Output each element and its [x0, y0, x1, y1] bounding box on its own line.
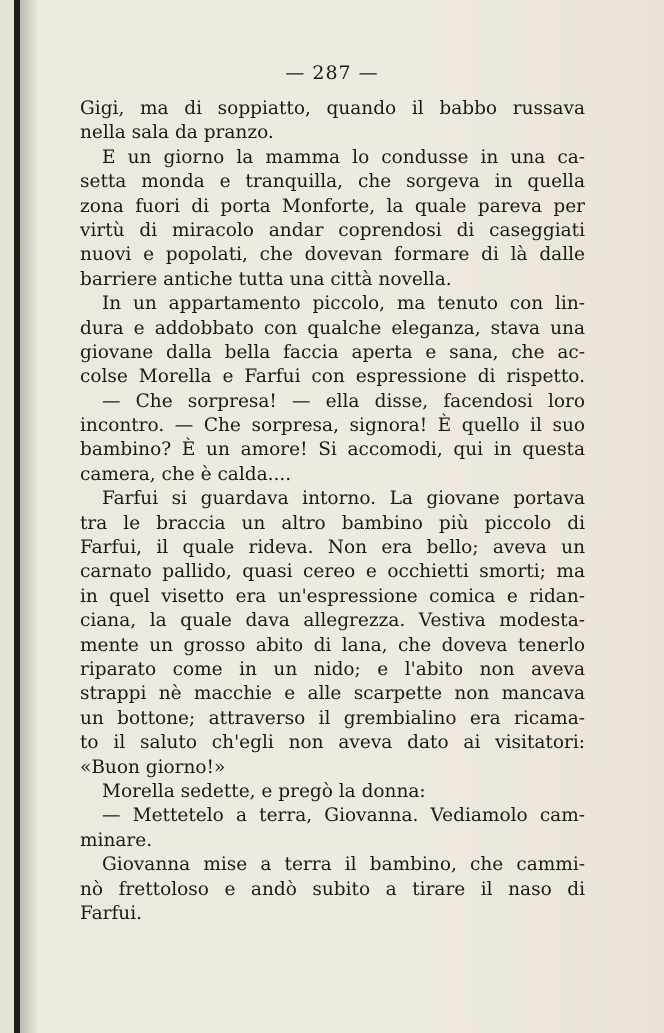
- text-line: ciana, la quale dava allegrezza. Vestiva modesta-: [80, 610, 585, 632]
- text-line: dura e addobbato con qualche eleganza, stava una: [80, 317, 585, 339]
- text-line: in quel visetto era un'espressione comica e ridan-: [80, 585, 585, 607]
- text-line: Farfui.: [80, 902, 143, 924]
- text-line: Morella sedette, e pregò la donna:: [102, 780, 426, 802]
- text-line: barriere antiche tutta una città novella.: [80, 268, 452, 290]
- text-line: Farfui, il quale rideva. Non era bello; aveva un: [80, 537, 585, 559]
- text-line: In un appartamento piccolo, ma tenuto con lin-: [102, 293, 585, 315]
- text-line: tra le braccia un altro bambino più piccolo di: [80, 512, 585, 534]
- text-line: camera, che è calda....: [80, 463, 292, 485]
- text-line: zona fuori di porta Monforte, la quale pareva per: [80, 195, 585, 217]
- text-line: virtù di miracolo andar coprendosi di caseggiati: [80, 219, 585, 241]
- text-line: giovane dalla bella faccia aperta e sana, che ac-: [80, 341, 585, 363]
- text-line: bambino? È un amore! Si accomodi, qui in questa: [80, 439, 585, 461]
- text-line: carnato pallido, quasi cereo e occhietti smorti; ma: [80, 561, 585, 583]
- text-line: nò frettoloso e andò subito a tirare il naso di: [80, 878, 585, 900]
- page-spine-shadow: [20, 0, 38, 1033]
- text-line: setta monda e tranquilla, che sorgeva in quella: [80, 171, 585, 193]
- text-line: «Buon giorno!»: [80, 756, 226, 778]
- text-line: mente un grosso abito di lana, che doveva tenerlo: [80, 634, 585, 656]
- text-line: un bottone; attraverso il grembialino era ricama-: [80, 707, 585, 729]
- text-line: nella sala da pranzo.: [80, 122, 274, 144]
- text-line: incontro. — Che sorpresa, signora! È quello il suo: [80, 415, 585, 437]
- text-line: Farfui si guardava intorno. La giovane portava: [102, 488, 585, 510]
- text-line: riparato come in un nido; e l'abito non aveva: [80, 658, 585, 680]
- text-line: strappi nè macchie e alle scarpette non mancava: [80, 683, 585, 705]
- text-line: — Mettetelo a terra, Giovanna. Vediamolo cam-: [102, 805, 585, 827]
- text-line: E un giorno la mamma lo condusse in una ca-: [102, 146, 585, 168]
- text-line: — Che sorpresa! — ella disse, facendosi loro: [102, 390, 585, 412]
- text-line: colse Morella e Farfui con espressione di rispetto.: [80, 366, 585, 388]
- text-line: Giovanna mise a terra il bambino, che cammi-: [102, 854, 585, 876]
- text-line: to il saluto ch'egli non aveva dato ai visitatori:: [80, 732, 585, 754]
- body-text: [80, 97, 585, 926]
- text-line: Gigi, ma di soppiatto, quando il babbo russava: [80, 98, 585, 119]
- text-line: nuovi e popolati, che dovevan formare di là dalle: [80, 244, 585, 266]
- page-number: — 287 —: [285, 62, 379, 84]
- text-line: minare.: [80, 829, 153, 851]
